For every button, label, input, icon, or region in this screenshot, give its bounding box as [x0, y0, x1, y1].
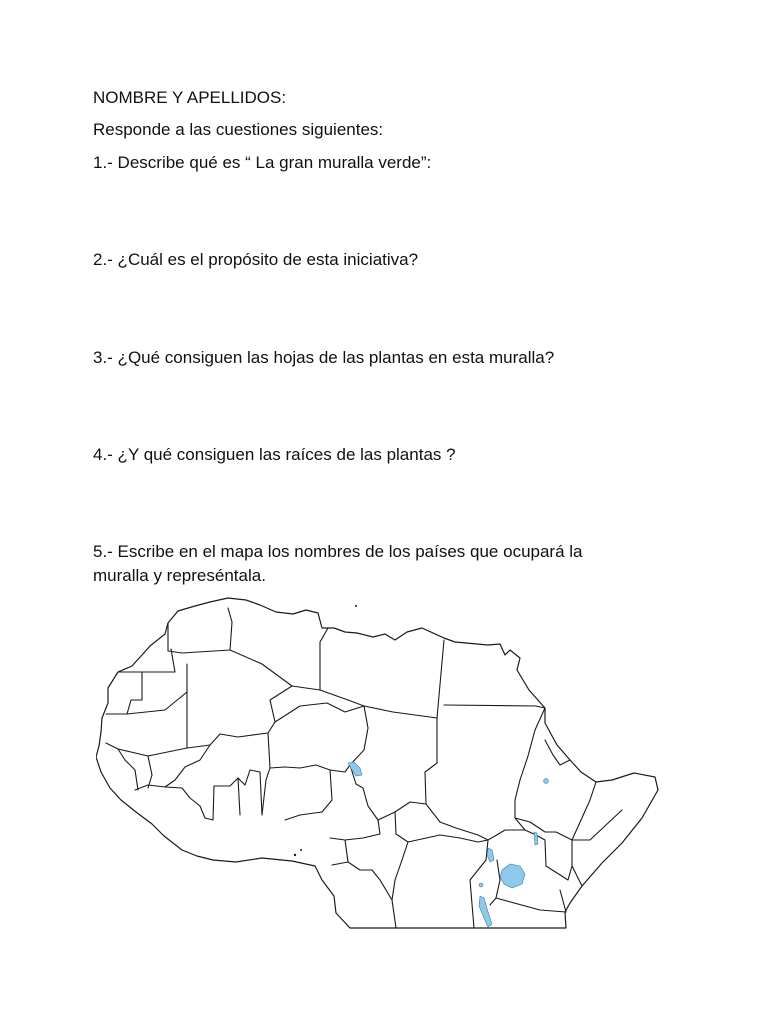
question-3: 3.- ¿Qué consiguen las hojas de las plantas en esta muralla?	[93, 348, 555, 367]
lake-tana	[544, 779, 549, 784]
lake-kivu	[479, 883, 483, 887]
instructions-text: Responde a las cuestiones siguientes:	[93, 120, 384, 139]
question-5-line-1: 5.- Escribe en el mapa los nombres de los países que ocupará la	[93, 542, 583, 561]
name-label: NOMBRE Y APELLIDOS:	[93, 88, 287, 107]
africa-coastline	[96, 598, 658, 928]
question-5-line-2: muralla y represéntala.	[93, 566, 266, 585]
question-1: 1.- Describe qué es “ La gran muralla verde”:	[93, 153, 432, 172]
africa-political-map	[96, 592, 666, 930]
question-4: 4.- ¿Y qué consiguen las raíces de las plantas ?	[93, 445, 456, 464]
question-2: 2.- ¿Cuál es el propósito de esta iniciativa?	[93, 250, 419, 269]
